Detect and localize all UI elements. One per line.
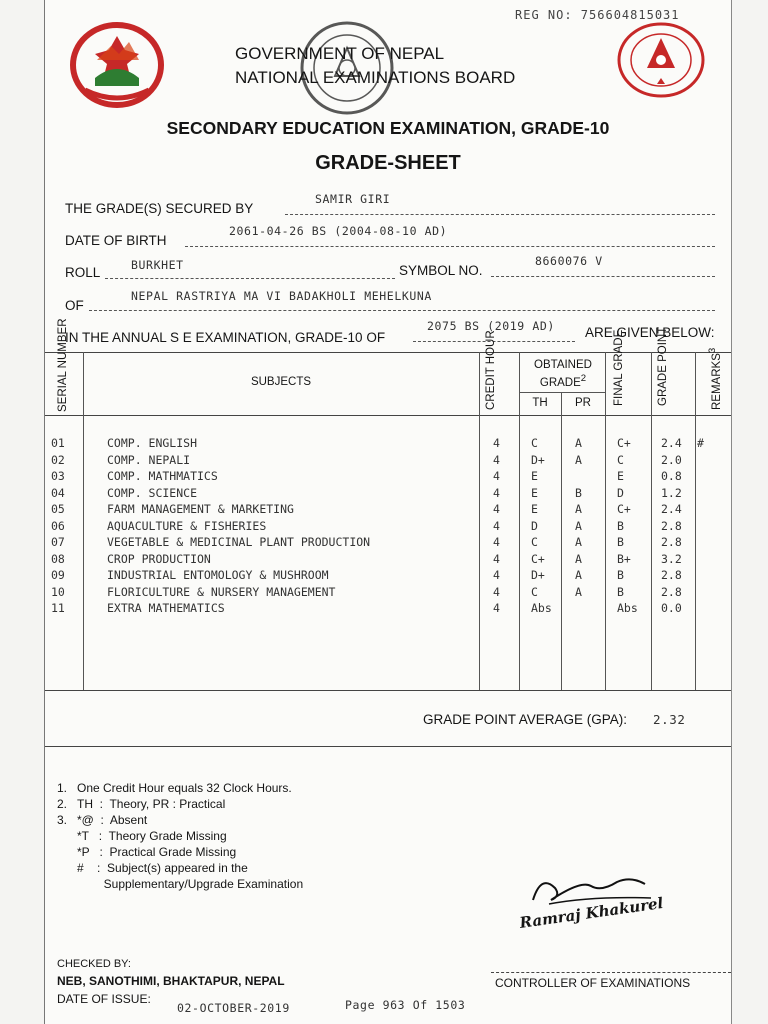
cell-th: E <box>531 502 538 516</box>
cell-remark: # <box>697 436 704 450</box>
cell-final: B <box>617 518 624 533</box>
table-row <box>45 469 731 486</box>
pr-header: PR <box>575 397 591 409</box>
cell-point: 2.8 <box>661 535 682 549</box>
note-item: # : Subject(s) appeared in the <box>77 861 248 875</box>
note-item: 3. *@ : Absent <box>57 813 148 827</box>
note-item: *T : Theory Grade Missing <box>77 829 227 843</box>
cell-sn: 06 <box>51 518 65 533</box>
cell-credit: 4 <box>493 518 500 533</box>
cell-credit: 4 <box>493 551 500 566</box>
cell-th: D+ <box>531 568 545 582</box>
cell-th: C <box>531 535 538 549</box>
notes-section <box>57 780 303 892</box>
cell-th: C+ <box>531 551 545 566</box>
cell-sn: 02 <box>51 452 65 467</box>
symbol-label: SYMBOL NO. <box>399 263 483 278</box>
cell-final: E <box>617 469 624 483</box>
given-below-label: ARE GIVEN BELOW: <box>585 325 715 340</box>
cell-pr: A <box>575 568 582 582</box>
cell-subject: FLORICULTURE & NURSERY MANAGEMENT <box>107 584 336 599</box>
table-row <box>45 568 731 585</box>
student-name: SAMIR GIRI <box>315 192 391 206</box>
cell-final: C+ <box>617 502 631 516</box>
cell-subject: FARM MANAGEMENT & MARKETING <box>107 502 294 516</box>
cell-final: B <box>617 568 624 582</box>
cell-th: D+ <box>531 452 545 467</box>
government-title: GOVERNMENT OF NEPAL <box>235 44 445 63</box>
cell-point: 2.8 <box>661 584 682 599</box>
issue-date: 02-OCTOBER-2019 <box>177 1001 290 1015</box>
cell-th: C <box>531 436 538 450</box>
cell-th: Abs <box>531 601 552 615</box>
cell-th: C <box>531 584 538 599</box>
cell-sn: 04 <box>51 485 65 500</box>
controller-title: CONTROLLER OF EXAMINATIONS <box>495 976 691 990</box>
note-item: 1. One Credit Hour equals 32 Clock Hours. <box>57 781 292 795</box>
date-of-birth: 2061-04-26 BS (2004-08-10 AD) <box>229 224 448 238</box>
cell-credit: 4 <box>493 535 500 549</box>
subjects-header: SUBJECTS <box>250 376 312 388</box>
cell-credit: 4 <box>493 584 500 599</box>
dob-label: DATE OF BIRTH <box>65 233 167 248</box>
sheet-title: GRADE-SHEET <box>315 152 461 174</box>
cell-final: D <box>617 485 624 500</box>
cell-sn: 11 <box>51 601 65 615</box>
cell-final: B+ <box>617 551 631 566</box>
cell-point: 2.8 <box>661 518 682 533</box>
table-row <box>45 436 731 453</box>
cell-credit: 4 <box>493 502 500 516</box>
secured-by-label: THE GRADE(S) SECURED BY <box>65 201 254 216</box>
checked-by-label: CHECKED BY: <box>57 958 131 970</box>
cell-pr: A <box>575 436 582 450</box>
table-row <box>45 486 731 503</box>
cell-pr: A <box>575 452 582 467</box>
cell-pr: A <box>575 518 582 533</box>
board-title: NATIONAL EXAMINATIONS BOARD <box>235 68 516 87</box>
cell-subject: EXTRA MATHEMATICS <box>107 601 225 615</box>
cell-credit: 4 <box>493 452 500 467</box>
cell-sn: 07 <box>51 535 65 549</box>
cell-point: 2.8 <box>661 568 682 582</box>
cell-subject: COMP. SCIENCE <box>107 485 198 500</box>
cell-final: B <box>617 584 624 599</box>
cell-subject: COMP. ENGLISH <box>107 436 198 450</box>
cell-pr: A <box>575 584 582 599</box>
cell-pr: A <box>575 551 582 566</box>
remarks-header: REMARKS$^3$ <box>707 347 723 410</box>
school-label: OF <box>65 298 84 313</box>
obtained-grade-header: OBTAINED GRADE$^2$ <box>534 359 592 389</box>
cell-sn: 01 <box>51 436 65 450</box>
cell-credit: 4 <box>493 485 500 500</box>
grade-sheet-document <box>44 0 732 1024</box>
cell-point: 2.0 <box>661 452 682 467</box>
cell-credit: 4 <box>493 436 500 450</box>
roll-value: BURKHET <box>131 258 184 272</box>
gpa-value: 2.32 <box>653 712 686 727</box>
cell-point: 0.0 <box>661 601 682 615</box>
note-item: 2. TH : Theory, PR : Practical <box>57 797 226 811</box>
cell-final: C+ <box>617 436 631 450</box>
signature-name: Ramraj Khakurel <box>518 894 665 932</box>
nepal-emblem-logo <box>67 20 167 115</box>
cell-pr: A <box>575 535 582 549</box>
cell-point: 0.8 <box>661 469 682 483</box>
final-grade-header: FINAL GRADE <box>613 329 625 406</box>
school-name: NEPAL RASTRIYA MA VI BADAKHOLI MEHELKUNA <box>131 289 432 303</box>
cell-point: 2.4 <box>661 436 682 450</box>
symbol-number: 8660076 V <box>535 254 603 268</box>
roll-label: ROLL <box>65 265 101 280</box>
serial-header: SERIAL NUMBER <box>57 318 69 412</box>
grade-point-header: GRADE POINT <box>657 326 669 406</box>
table-row <box>45 502 731 519</box>
cell-subject: AQUACULTURE & FISHERIES <box>107 518 267 533</box>
neb-logo <box>613 20 709 105</box>
table-row <box>45 601 731 618</box>
cell-credit: 4 <box>493 568 500 582</box>
cell-subject: CROP PRODUCTION <box>107 551 211 566</box>
cell-pr: B <box>575 485 582 500</box>
issue-date-label: DATE OF ISSUE: <box>57 992 151 1006</box>
cell-sn: 09 <box>51 568 65 582</box>
cell-final: Abs <box>617 601 638 615</box>
cell-th: D <box>531 518 538 533</box>
registration-number: REG NO: 756604815031 <box>515 8 680 22</box>
gpa-label: GRADE POINT AVERAGE (GPA): <box>423 712 628 727</box>
cell-final: B <box>617 535 624 549</box>
cell-sn: 08 <box>51 551 65 566</box>
cell-th: E <box>531 469 538 483</box>
cell-subject: VEGETABLE & MEDICINAL PLANT PRODUCTION <box>107 535 371 549</box>
table-row <box>45 552 731 569</box>
cell-final: C <box>617 452 624 467</box>
table-row <box>45 519 731 536</box>
credit-hour-header: CREDIT HOUR <box>485 330 497 410</box>
cell-sn: 05 <box>51 502 65 516</box>
cell-point: 1.2 <box>661 485 682 500</box>
cell-sn: 10 <box>51 584 65 599</box>
cell-subject: COMP. MATHMATICS <box>107 469 218 483</box>
cell-pr: A <box>575 502 582 516</box>
th-header: TH <box>532 397 548 409</box>
cell-subject: COMP. NEPALI <box>107 452 191 467</box>
note-item: Supplementary/Upgrade Examination <box>77 877 304 891</box>
issuing-address: NEB, SANOTHIMI, BHAKTAPUR, NEPAL <box>57 974 285 988</box>
cell-th: E <box>531 485 538 500</box>
note-item: *P : Practical Grade Missing <box>77 845 237 859</box>
annual-exam-label: IN THE ANNUAL S E EXAMINATION, GRADE-10 OF <box>65 330 386 345</box>
cell-sn: 03 <box>51 469 65 483</box>
cell-point: 2.4 <box>661 502 682 516</box>
cell-point: 3.2 <box>661 551 682 566</box>
cell-credit: 4 <box>493 601 500 615</box>
cell-credit: 4 <box>493 469 500 483</box>
page-info: Page 963 Of 1503 <box>345 998 466 1012</box>
table-row <box>45 585 731 602</box>
exam-year: 2075 BS (2019 AD) <box>427 319 555 333</box>
cell-subject: INDUSTRIAL ENTOMOLOGY & MUSHROOM <box>107 568 329 582</box>
table-row <box>45 453 731 470</box>
table-row <box>45 535 731 552</box>
exam-title: SECONDARY EDUCATION EXAMINATION, GRADE-10 <box>166 118 610 138</box>
